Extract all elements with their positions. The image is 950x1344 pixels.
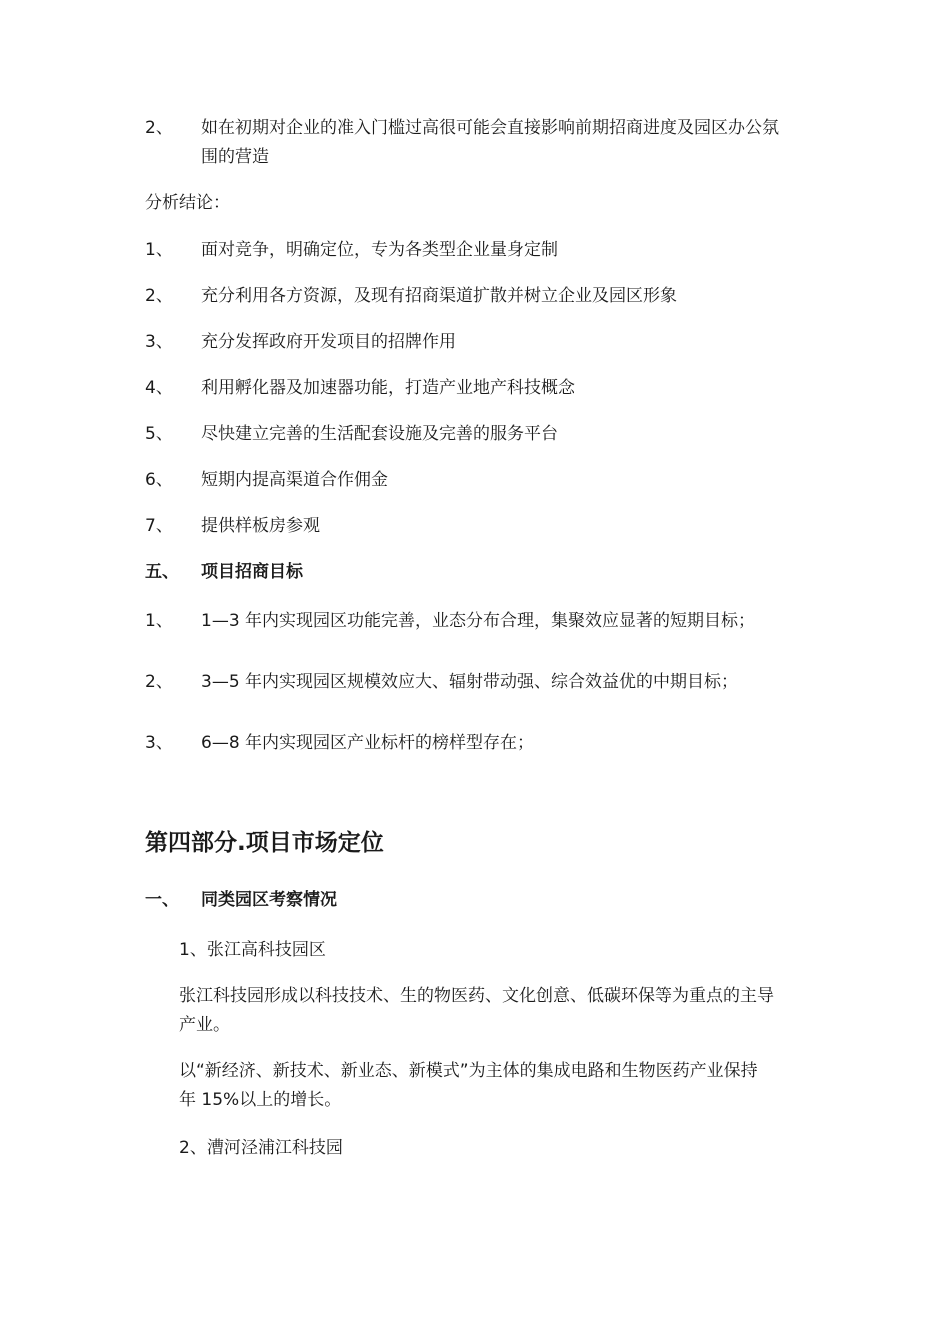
- analysis-item-4-text: 利用孵化器及加速器功能，打造产业地产科技概念: [201, 378, 575, 398]
- goal-item-2-text: 3—5 年内实现园区规模效应大、辐射带动强、综合效益优的中期目标；: [201, 672, 739, 692]
- goal-item-1-text: 1—3 年内实现园区功能完善，业态分布合理，集聚效应显著的短期目标；: [201, 611, 756, 631]
- analysis-item-4-number: 4、: [145, 378, 173, 398]
- park-1-para-2-line-2: 年 15%以上的增长。: [179, 1090, 342, 1110]
- goal-item-1-number: 1、: [145, 611, 173, 631]
- park-1-para-2-line-1: 以“新经济、新技术、新业态、新模式”为主体的集成电路和生物医药产业保持: [179, 1061, 758, 1081]
- analysis-item-7-number: 7、: [145, 516, 173, 536]
- analysis-item-6-number: 6、: [145, 470, 173, 490]
- risk-item-2-number: 2、: [145, 118, 173, 138]
- park-1-para-1-line-1: 张江科技园形成以科技技术、生的物医药、文化创意、低碳环保等为重点的主导: [179, 986, 774, 1006]
- goal-item-2-number: 2、: [145, 672, 173, 692]
- analysis-item-5-number: 5、: [145, 424, 173, 444]
- analysis-item-3-number: 3、: [145, 332, 173, 352]
- section-5-number: 五、: [145, 562, 179, 582]
- goal-item-3-text: 6—8 年内实现园区产业标杆的榜样型存在；: [201, 733, 535, 753]
- risk-item-2-line-1: 如在初期对企业的准入门槛过高很可能会直接影响前期招商进度及园区办公氛: [201, 118, 779, 138]
- analysis-item-2-text: 充分利用各方资源，及现有招商渠道扩散并树立企业及园区形象: [201, 286, 677, 306]
- analysis-item-7-text: 提供样板房参观: [201, 516, 320, 536]
- analysis-item-2-number: 2、: [145, 286, 173, 306]
- goal-item-3-number: 3、: [145, 733, 173, 753]
- section-1-number: 一、: [145, 890, 179, 910]
- analysis-item-6-text: 短期内提高渠道合作佣金: [201, 470, 388, 490]
- park-1-para-1-line-2: 产业。: [179, 1015, 230, 1035]
- section-1-title: 同类园区考察情况: [201, 890, 337, 910]
- park-2-title: 2、漕河泾浦江科技园: [179, 1138, 343, 1158]
- analysis-item-5-text: 尽快建立完善的生活配套设施及完善的服务平台: [201, 424, 558, 444]
- park-1-title: 1、张江高科技园区: [179, 940, 326, 960]
- analysis-item-3-text: 充分发挥政府开发项目的招牌作用: [201, 332, 456, 352]
- part-4-heading: 第四部分.项目市场定位: [145, 830, 384, 856]
- analysis-item-1-number: 1、: [145, 240, 173, 260]
- analysis-item-1-text: 面对竞争，明确定位，专为各类型企业量身定制: [201, 240, 558, 260]
- risk-item-2-line-2: 围的营造: [201, 147, 269, 167]
- analysis-label: 分析结论：: [145, 193, 230, 213]
- section-5-title: 项目招商目标: [201, 562, 303, 582]
